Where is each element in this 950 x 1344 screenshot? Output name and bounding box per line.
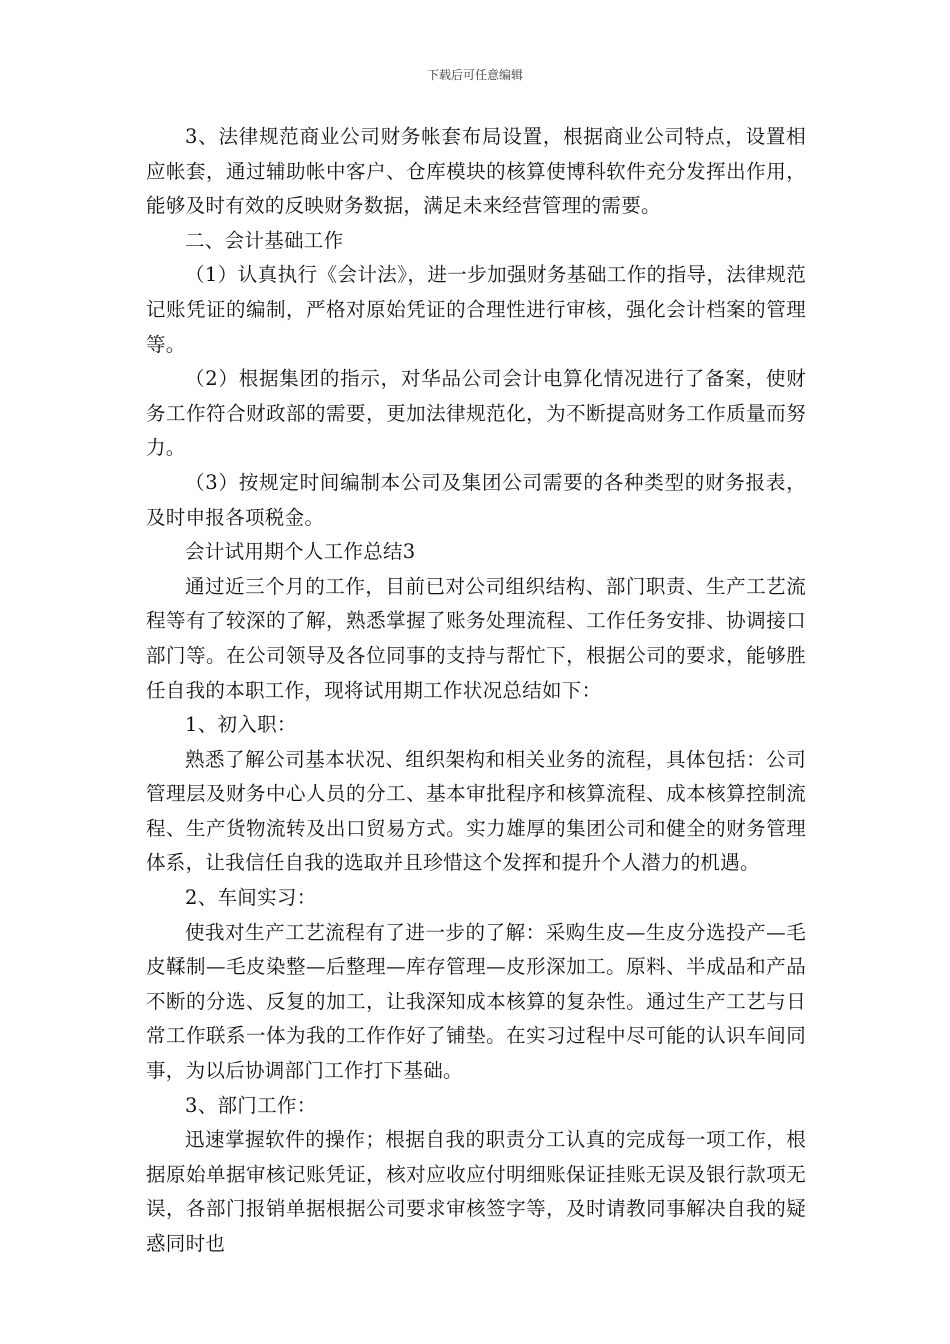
paragraph-item-3: （3）按规定时间编制本公司及集团公司需要的各种类型的财务报表，及时申报各项税金。 (146, 470, 806, 529)
subheading-workshop-internship: 2、车间实习： (185, 886, 317, 910)
paragraph-intro: 通过近三个月的工作，目前已对公司组织结构、部门职责、生产工艺流程等有了较深的了解，熟悉掌握了账务处理流程、工作任务安排、协调接口部门等。在公司领导及各位同事的支持与帮忙下，根据公司的要求，能够胜任自我的本职工作，现将试用期工作状况总结如下： (146, 574, 806, 702)
subheading-onboarding: 1、初入职： (185, 713, 297, 737)
paragraph-account-setup: 3、法律规范商业公司财务帐套布局设置，根据商业公司特点，设置相应帐套，通过辅助帐中客户、仓库模块的核算使博科软件充分发挥出作用，能够及时有效的反映财务数据，满足未来经营管理的需要。 (146, 125, 806, 218)
paragraph-workshop-internship: 使我对生产工艺流程有了进一步的了解：采购生皮—生皮分选投产—毛皮鞣制—毛皮染整—后整理—库存管理—皮形深加工。原料、半成品和产品不断的分选、反复的加工，让我深知成本核算的复杂性。通过生产工艺与日常工作联系一体为我的工作作好了铺垫。在实习过程中尽可能的认识车间同事，为以后协调部门工作打下基础。 (146, 920, 806, 1083)
paragraph-item-1: （1）认真执行《会计法》，进一步加强财务基础工作的指导，法律规范记账凭证的编制，严格对原始凭证的合理性进行审核，强化会计档案的管理等。 (146, 263, 806, 356)
paragraph-onboarding: 熟悉了解公司基本状况、组织架构和相关业务的流程，具体包括：公司管理层及财务中心人员的分工、基本审批程序和核算流程、成本核算控制流程、生产货物流转及出口贸易方式。实力雄厚的集团公司和健全的财务管理体系，让我信任自我的选取并且珍惜这个发挥和提升个人潜力的机遇。 (146, 747, 806, 875)
paragraph-department-work: 迅速掌握软件的操作；根据自我的职责分工认真的完成每一项工作，根据原始单据审核记账凭证，核对应收应付明细账保证挂账无误及银行款项无误，各部门报销单据根据公司要求审核签字等，及时请教同事解决自我的疑惑同时也 (146, 1128, 806, 1255)
document-body (146, 120, 806, 1262)
paragraph-item-2: （2）根据集团的指示，对华品公司会计电算化情况进行了备案，使财务工作符合财政部的需要，更加法律规范化，为不断提高财务工作质量而努力。 (146, 367, 806, 460)
page-header-note: 下载后可任意编辑 (426, 68, 523, 82)
section-heading-accounting-basics: 二、会计基础工作 (185, 228, 344, 252)
document-title-summary-3: 会计试用期个人工作总结3 (185, 540, 416, 564)
subheading-department-work: 3、部门工作： (185, 1093, 317, 1117)
